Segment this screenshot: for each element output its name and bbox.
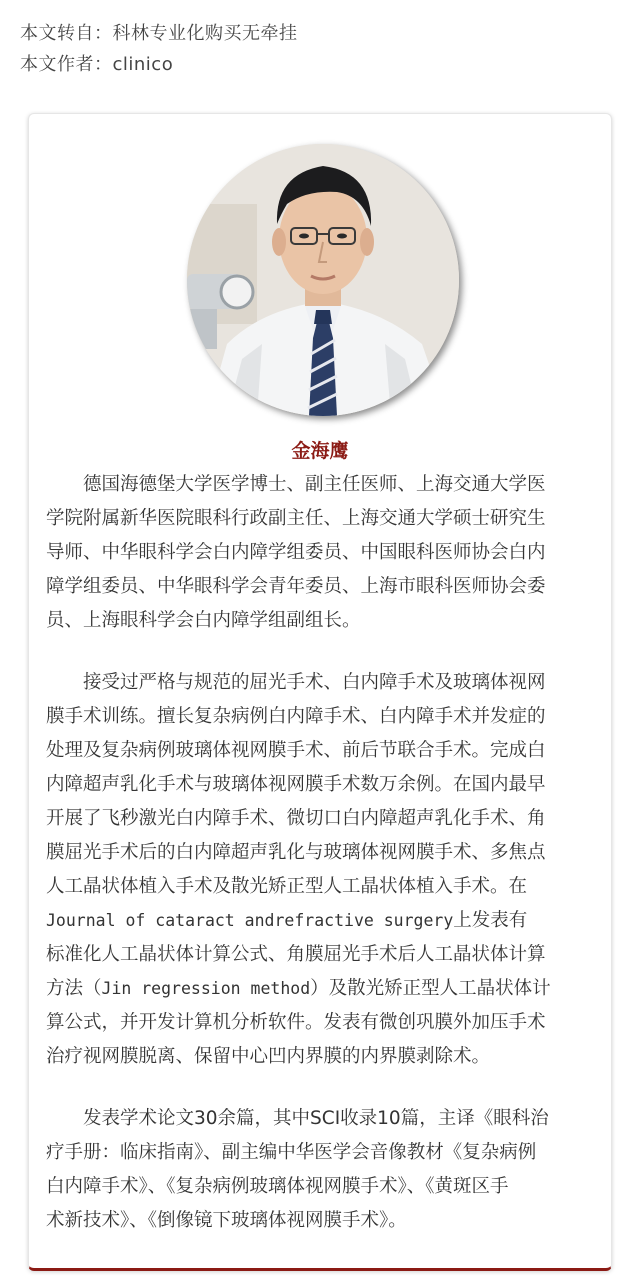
bio-line: 疗手册：临床指南》、副主编中华医学会音像教材《复杂病例	[46, 1142, 537, 1163]
bio-line: 障学组委员、中华眼科学会青年委员、上海市眼科医师协会委	[46, 576, 546, 597]
bio-line-journal	[46, 904, 594, 938]
bio-line: 人工晶状体植入手术及散光矫正型人工晶状体植入手术。在	[46, 876, 528, 897]
bio-line: 员、上海眼科学会白内障学组副组长。	[46, 610, 361, 631]
bio-line: 发表学术论文30余篇，其中SCI收录10篇，主译《眼科治	[83, 1108, 549, 1129]
bio-paragraph-surgery	[46, 666, 594, 1074]
bio-line: 白内障手术》、《复杂病例玻璃体视网膜手术》、《黄斑区手	[46, 1176, 509, 1197]
bio-paragraph-credentials	[46, 468, 594, 638]
bio-line: 导师、中华眼科学会白内障学组委员、中国眼科医师协会白内	[46, 542, 546, 563]
bio-paragraph-publications	[46, 1102, 594, 1238]
bio-line: 学院附属新华医院眼科行政副主任、上海交通大学硕士研究生	[46, 508, 546, 529]
bio-line: 膜屈光手术后的白内障超声乳化与玻璃体视网膜手术、多焦点	[46, 842, 546, 863]
bio-line: 开展了飞秒激光白内障手术、微切口白内障超声乳化手术、角	[46, 808, 546, 829]
bio-line: 德国海德堡大学医学博士、副主任医师、上海交通大学医	[83, 474, 546, 495]
repost-source-text: 本文转自：科林专业化购买无牵挂	[20, 23, 298, 44]
bio-line: 膜手术训练。擅长复杂病例白内障手术、白内障手术并发症的	[46, 706, 546, 727]
doctor-name: 金海鹰	[291, 440, 349, 462]
bio-line: 接受过严格与规范的屈光手术、白内障手术及玻璃体视网	[83, 672, 546, 693]
doctor-portrait	[187, 144, 459, 416]
journal-name: Journal of cataract andrefractive surgery	[46, 911, 454, 930]
method-pre: 方法（	[46, 978, 102, 999]
article-source	[20, 18, 298, 80]
bio-line: 处理及复杂病例玻璃体视网膜手术、前后节联合手术。完成白	[46, 740, 546, 761]
bio-line: 标准化人工晶状体计算公式、角膜屈光手术后人工晶状体计算	[46, 944, 546, 965]
bio-line: 术新技术》、《倒像镜下玻璃体视网膜手术》。	[46, 1210, 407, 1231]
bio-line: 内障超声乳化手术与玻璃体视网膜手术数万余例。在国内最早	[46, 774, 546, 795]
method-name: Jin regression method	[101, 979, 311, 998]
author-text: 本文作者：clinico	[20, 54, 174, 75]
method-post: ）及散光矫正型人工晶状体计	[310, 978, 551, 999]
bio-line-method	[46, 972, 594, 1006]
bio-line: 治疗视网膜脱离、保留中心凹内界膜的内界膜剥除术。	[46, 1046, 491, 1067]
journal-tail: 上发表有	[453, 910, 528, 931]
bio-line: 算公式，并开发计算机分析软件。发表有微创巩膜外加压手术	[46, 1012, 546, 1033]
